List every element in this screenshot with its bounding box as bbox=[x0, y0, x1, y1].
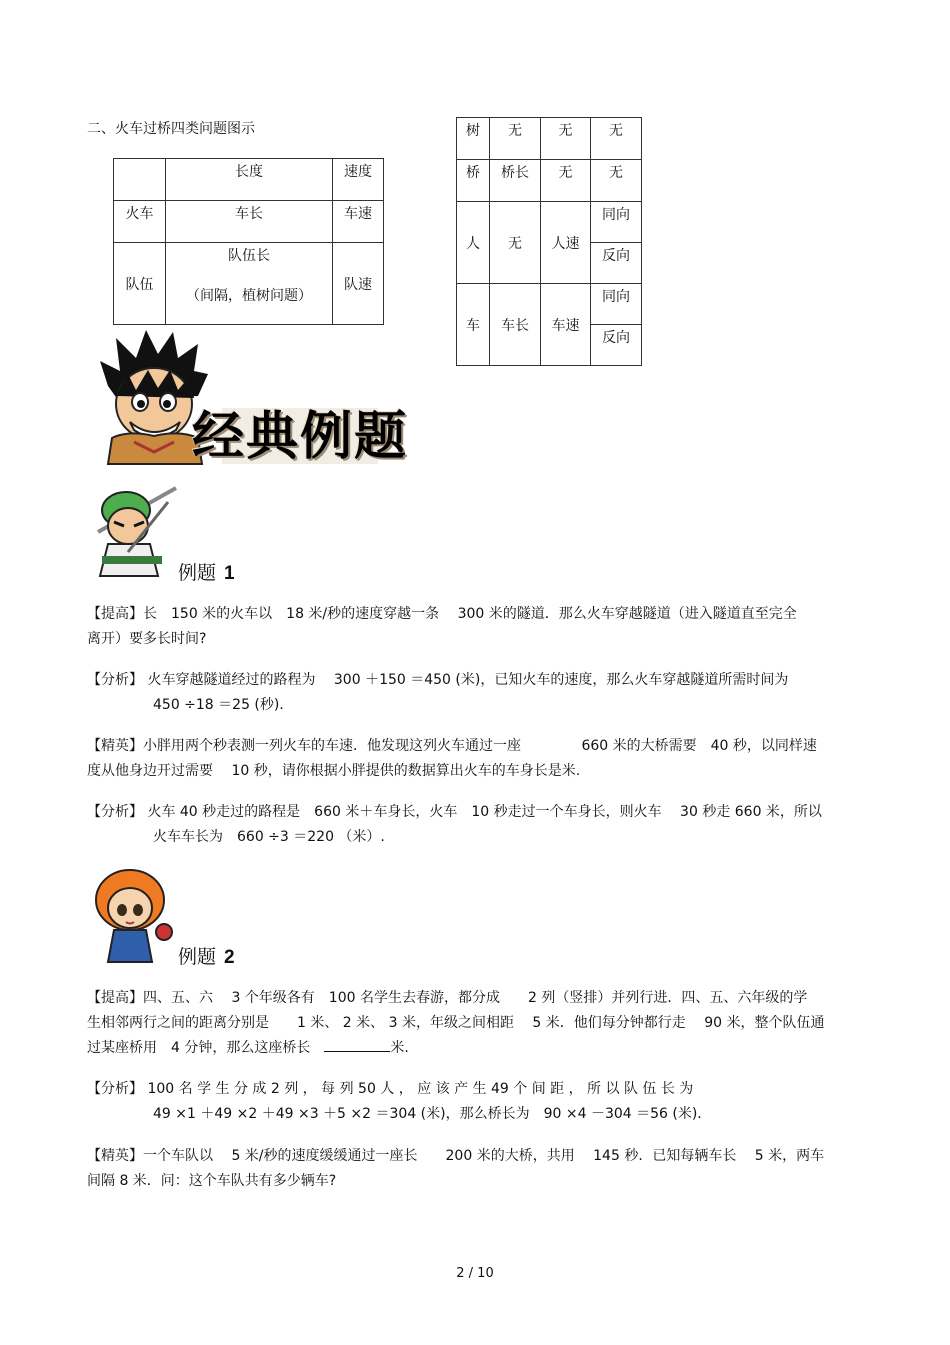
table1-team-length-line1: 队伍长 bbox=[228, 248, 270, 264]
table2-car-label: 车 bbox=[457, 284, 490, 366]
example1-jingying bbox=[87, 734, 867, 784]
example1-fenxi2-line2: 火车车长为 660 ÷3 ＝220 （米）. bbox=[153, 829, 385, 845]
example2-tigao-line3b: 米. bbox=[390, 1040, 409, 1056]
example2-tigao-line1: 【提高】四、五、六 3 个年级各有 100 名学生去春游，都分成 2 列（竖排）并列行进．四、五、六年级的学 bbox=[87, 990, 808, 1006]
table1-train-label: 火车 bbox=[114, 201, 166, 243]
table1-header-speed: 速度 bbox=[333, 159, 384, 201]
nami-cartoon-image bbox=[92, 866, 176, 966]
table2-tree-label: 树 bbox=[457, 118, 490, 160]
example2-fenxi-line2: 49 ×1 ＋49 ×2 ＋49 ×3 ＋5 ×2 ＝304 (米)，那么桥长为 90 ×4 －304 ＝56 (米)． bbox=[153, 1106, 712, 1122]
table2-bridge-dir: 无 bbox=[591, 160, 642, 202]
banner-text: 经典例题 bbox=[191, 406, 409, 467]
answer-blank bbox=[324, 1037, 390, 1052]
table2-bridge-length: 桥长 bbox=[490, 160, 541, 202]
table2-car-opposite: 反向 bbox=[591, 325, 642, 366]
table2-tree-dir: 无 bbox=[591, 118, 642, 160]
example1-tigao-line1: 【提高】长 150 米的火车以 18 米/秒的速度穿越一条 300 米的隧道．那么火车穿越隧道（进入隧道直至完全 bbox=[87, 606, 797, 622]
example1-number: 1 bbox=[224, 563, 235, 584]
example1-jingying-line1: 【精英】小胖用两个秒表测一列火车的车速．他发现这列火车通过一座 660 米的大桥需要 40 秒，以同样速 bbox=[87, 738, 817, 754]
example1-fenxi1 bbox=[87, 668, 867, 718]
page-number: 2 / 10 bbox=[456, 1266, 494, 1281]
classic-examples-banner bbox=[191, 398, 409, 468]
table2-person-opposite: 反向 bbox=[591, 243, 642, 284]
table1-team-speed: 队速 bbox=[333, 243, 384, 325]
table2-person-same: 同向 bbox=[591, 202, 642, 243]
table2-person-label: 人 bbox=[457, 202, 490, 284]
table2-person-speed: 人速 bbox=[541, 202, 591, 284]
example2-jingying-line1: 【精英】一个车队以 5 米/秒的速度缓缓通过一座长 200 米的大桥，共用 145 秒．已知每辆车长 5 米，两车 bbox=[87, 1148, 825, 1164]
table1-header-empty bbox=[114, 159, 166, 201]
example1-fenxi2 bbox=[87, 800, 867, 850]
table1-team-length-line2: （间隔，植树问题） bbox=[186, 288, 312, 304]
example2-tigao-line3 bbox=[87, 1036, 867, 1061]
example1-fenxi1-line2: 450 ÷18 ＝25 (秒)． bbox=[153, 697, 294, 713]
table2-tree-speed: 无 bbox=[541, 118, 591, 160]
object-types-table bbox=[456, 117, 642, 366]
table1-header-length: 长度 bbox=[166, 159, 333, 201]
table2-car-speed: 车速 bbox=[541, 284, 591, 366]
example1-label: 例题 bbox=[178, 562, 217, 584]
example2-tigao-line2: 生相邻两行之间的距离分别是 1 米、 2 米、 3 米，年级之间相距 5 米．他们每分钟都行走 90 米，整个队伍通 bbox=[87, 1015, 825, 1031]
example2-fenxi-line1: 【分析】 100 名 学 生 分 成 2 列 ， 每 列 50 人 ， 应 该 产 生 49 个 间 距 ， 所 以 队 伍 长 为 bbox=[87, 1081, 694, 1097]
table1-team-label: 队伍 bbox=[114, 243, 166, 325]
zoro-cartoon-image bbox=[88, 482, 184, 578]
example1-tigao bbox=[87, 602, 867, 652]
example2-label: 例题 bbox=[178, 946, 217, 968]
example1-tigao-line2: 离开）要多长时间? bbox=[87, 631, 207, 647]
table2-person-length: 无 bbox=[490, 202, 541, 284]
example2-heading bbox=[178, 942, 235, 969]
example2-jingying-line2: 间隔 8 米．问：这个车队共有多少辆车? bbox=[87, 1173, 337, 1189]
table2-bridge-label: 桥 bbox=[457, 160, 490, 202]
example2-tigao-line3a: 过某座桥用 4 分钟，那么这座桥长 bbox=[87, 1040, 325, 1056]
example1-fenxi2-line1: 【分析】 火车 40 秒走过的路程是 660 米＋车身长，火车 10 秒走过一个车身长，则火车 30 秒走 660 米，所以 bbox=[87, 804, 822, 820]
table1-team-length bbox=[166, 243, 333, 325]
table2-car-same: 同向 bbox=[591, 284, 642, 325]
example2-jingying bbox=[87, 1144, 867, 1194]
table2-bridge-speed: 无 bbox=[541, 160, 591, 202]
example2-fenxi bbox=[87, 1077, 867, 1127]
section-title: 二、火车过桥四类问题图示 bbox=[87, 121, 255, 137]
train-team-table bbox=[113, 158, 384, 325]
example1-heading bbox=[178, 558, 235, 585]
example1-fenxi1-line1: 【分析】 火车穿越隧道经过的路程为 300 ＋150 ＝450 (米)，已知火车的速度，那么火车穿越隧道所需时间为 bbox=[87, 672, 789, 688]
example1-jingying-line2: 度从他身边开过需要 10 秒，请你根据小胖提供的数据算出火车的车身长是米. bbox=[87, 763, 581, 779]
table1-train-speed: 车速 bbox=[333, 201, 384, 243]
example2-tigao bbox=[87, 986, 867, 1061]
table2-car-length: 车长 bbox=[490, 284, 541, 366]
example2-number: 2 bbox=[224, 947, 235, 968]
table2-tree-length: 无 bbox=[490, 118, 541, 160]
table1-train-length: 车长 bbox=[166, 201, 333, 243]
